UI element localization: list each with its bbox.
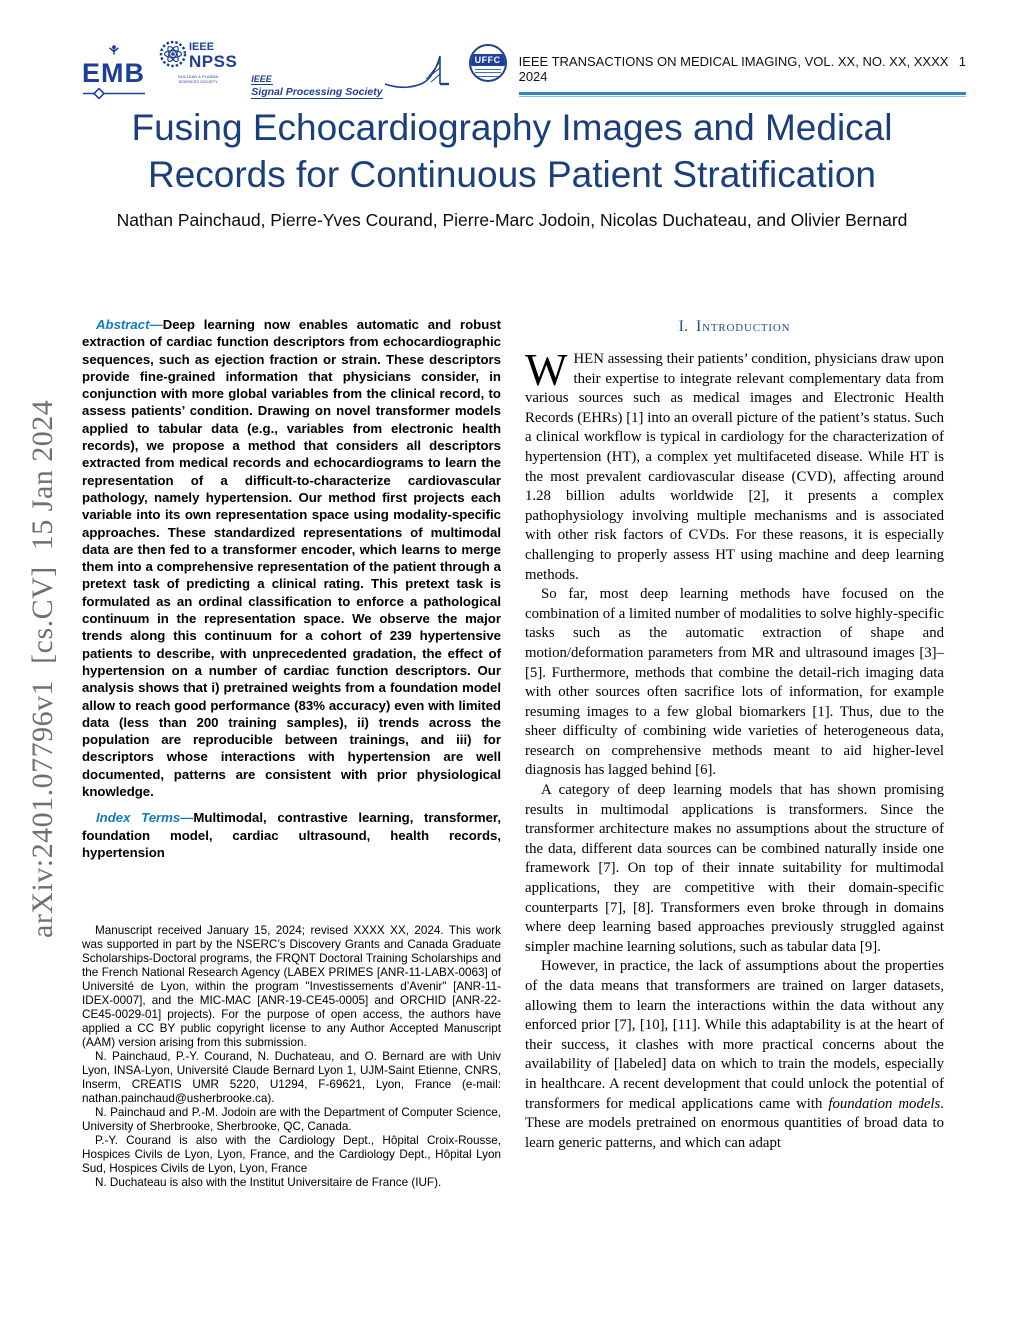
author-list: Nathan Painchaud, Pierre-Yves Courand, Pierre-Marc Jodoin, Nicolas Duchateau, and Olivier Bernard: [116, 210, 908, 230]
footnote-paragraph: N. Painchaud and P.-M. Jodoin are with the Department of Computer Science, University of Sherbrooke, Sherbrooke, QC, Canada.: [82, 1106, 501, 1134]
signal-processing-society-logo: [251, 54, 454, 99]
footnote-paragraph: P.-Y. Courand is also with the Cardiology Dept., Hôpital Croix-Rousse, Hospices Civils de Lyon, Lyon, France, and the Cardiology Dept., Hôpital Lyon Sud, Hospices Civils de Lyon, Lyon, France: [82, 1134, 501, 1176]
dropcap: W: [525, 345, 568, 395]
sps-sail-icon: [383, 54, 455, 99]
page-number: 1: [958, 54, 966, 69]
emb-logo-text: EMB: [82, 58, 145, 88]
atom-icon: [159, 40, 187, 72]
npss-logo: [159, 40, 237, 84]
section-heading-introduction: I. Introduction: [678, 318, 791, 335]
uffc-wave-icon: [475, 69, 501, 70]
footnote-paragraph: N. Duchateau is also with the Institut Universitaire de France (IUF).: [95, 1176, 442, 1190]
sps-ieee-text: IEEE: [251, 73, 272, 84]
npss-ieee-text: IEEE: [189, 41, 215, 53]
intro-paragraph-1: WHEN assessing their patients’ condition, physicians draw upon their expertise to integrate relevant complementary data from various sources such as medical images and Electronic Health Records (EHRs) [1] into an overall picture of the patient’s status. Such a clinical workflow is typical in cardiology for the characterization of hypertension (HT), a complex yet multifaceted disease. While HT is the most prevalent cardiovascular disease (CVD), affecting around 1.28 billion adults worldwide [2], it presents a complex pathophysiology involving multiple mechanisms and is associated with other risk factors of CVDs. For these reasons, it is especially challenging to properly assess HT using machine and deep learning methods.: [525, 345, 944, 583]
emb-logo: [82, 44, 145, 103]
uffc-logo-text: UFFC: [471, 54, 505, 66]
left-column: [82, 316, 501, 1190]
footnote-paragraph: N. Painchaud, P.-Y. Courand, N. Duchateau, and O. Bernard are with Univ Lyon, INSA-Lyon, Université Claude Bernard Lyon 1, UJM-Saint Etienne, CNRS, Inserm, CREATIS UMR 5220, U1294, F-69621, Lyon, France (e-mail: nathan.painchaud@usherbrooke.ca).: [82, 1050, 501, 1106]
society-logos: [82, 40, 507, 103]
footnote-paragraph: Manuscript received January 15, 2024; revised XXXX XX, 2024. This work was supported in part by the NSERC’s Discovery Grants and Canada Graduate Scholarships-Doctoral programs, the FRQNT Doctoral Training Scholarships and the French National Research Agency (LABEX PRIMES [ANR-11-LABX-0063] of Université de Lyon, within the program "Investissements d’Avenir" [ANR-11-IDEX-0007], and the MIC-MAC [ANR-19-CE45-0005] and ORCHID [ANR-22-CE45-0029-01] projects). For the purpose of open access, the authors have applied a CC BY public copyright license to any Author Accepted Manuscript (AAM) version arising from this submission.: [82, 924, 501, 1050]
abstract-text: Deep learning now enables automatic and robust extraction of cardiac function descriptors from echocardiographic sequences, such as ejection fraction or strain. These descriptors provide fine-grained information that physicians consider, in conjunction with more global variables from the clinical record, to assess patients’ condition. Drawing on novel transformer models applied to tabular data (e.g., variables from electronic health records), we propose a method that considers all descriptors extracted from medical records and echocardiograms to learn the representation of a difficult-to-characterize cardiovascular pathology, namely hypertension. Our method first projects each variable into its own representation space using modality-specific approaches. These standardized representations of multimodal data are then fed to a transformer encoder, which learns to merge them into a comprehensive representation of the patient through a pretext task of predicting a clinical rating. This pretext task is formulated as an ordinal classification to enforce a pathological continuum in the representation space. We observe the major trends along this continuum for a cohort of 239 hypertensive patients to describe, with unprecedented gradation, the effect of hypertension on a number of cardiac function descriptors. Our analysis shows that i) pretrained weights from a foundation model allow to reach good performance (83% accuracy) even with limited data (less than 200 training samples), ii) trends across the population are reproducible between trainings, and iii) for descriptors whose interactions with hypertension are well documented, patterns are consistent with prior physiological knowledge.: [82, 317, 501, 800]
index-terms-text: Multimodal, contrastive learning, transformer, foundation model, cardiac ultrasound, health records, hypertension: [82, 810, 501, 860]
npss-subtitle: NUCLEAR & PLASMA SCIENCES SOCIETY: [178, 74, 219, 85]
intro-paragraph-2: So far, most deep learning methods have focused on the combination of a limited number of modalities to solve highly-specific tasks such as the automatic extraction of shape and motion/deformation parameters from MR and ultrasound images [3]–[5]. Furthermore, methods that combine the detail-rich imaging data with other sources often sacrifice lots of information, for example resuming images to a few global biomarkers [1]. Thus, due to the sheer difficulty of combining wide varieties of heterogeneous data, research on comprehensive methods meant to aid higher-level diagnosis has lagged behind [6].: [525, 586, 944, 779]
index-terms-label: Index Terms—: [96, 810, 194, 826]
uffc-wave-icon: [475, 76, 501, 77]
index-terms: [82, 809, 501, 861]
arxiv-stamp: arXiv:2401.07796v1 [cs.CV] 15 Jan 2024: [26, 399, 59, 938]
uffc-logo: [469, 44, 507, 82]
uffc-wave-icon: [475, 72, 501, 73]
intro-paragraph-4: However, in practice, the lack of assumptions about the properties of the data means that transformers are trained on larger datasets, allowing them to learn the interactions within the data without any enforced prior [7], [10], [11]. While this adaptability is at the heart of their success, it clashes with more practical concerns about the availability of [labeled] data on which to train the models, especially in healthcare. A recent development that could unlock the potential of transformers for medical applications came with foundation models. These are models pretrained on enormous quantities of broad data to learn generic patterns, and which can adapt: [525, 958, 944, 1151]
journal-title: IEEE TRANSACTIONS ON MEDICAL IMAGING, VOL. XX, NO. XX, XXXX 2024: [518, 54, 949, 84]
emb-underline-icon: [83, 87, 145, 103]
right-column: [525, 316, 944, 1190]
body-columns: [82, 316, 944, 1190]
running-head: [519, 40, 966, 97]
abstract: [82, 316, 501, 800]
page-header: [82, 40, 966, 103]
paper-title: Fusing Echocardiography Images and Medical Records for Continuous Patient Stratification: [131, 107, 893, 195]
footnote-block: [82, 924, 501, 1190]
abstract-label: Abstract—: [96, 317, 163, 332]
npss-logo-text: NPSS: [189, 52, 238, 71]
sps-logo-text: Signal Processing Society: [251, 85, 383, 98]
header-rule-thin: [519, 96, 966, 97]
header-rule-thick: [519, 92, 966, 95]
intro-paragraph-3: A category of deep learning models that has shown promising results in multimodal applications is transformers. Since the transformer architecture makes no assumptions about the structure of the data, different data sources can be combined naturally inside one framework [7]. On top of their innate suitability for multimodal applications, they are competitive with their domain-specific counterparts [7], [8]. Transformers even broke through in domains where deep learning based approaches previously struggled against simpler machine learning solutions, such as tabular data [9].: [525, 782, 944, 955]
